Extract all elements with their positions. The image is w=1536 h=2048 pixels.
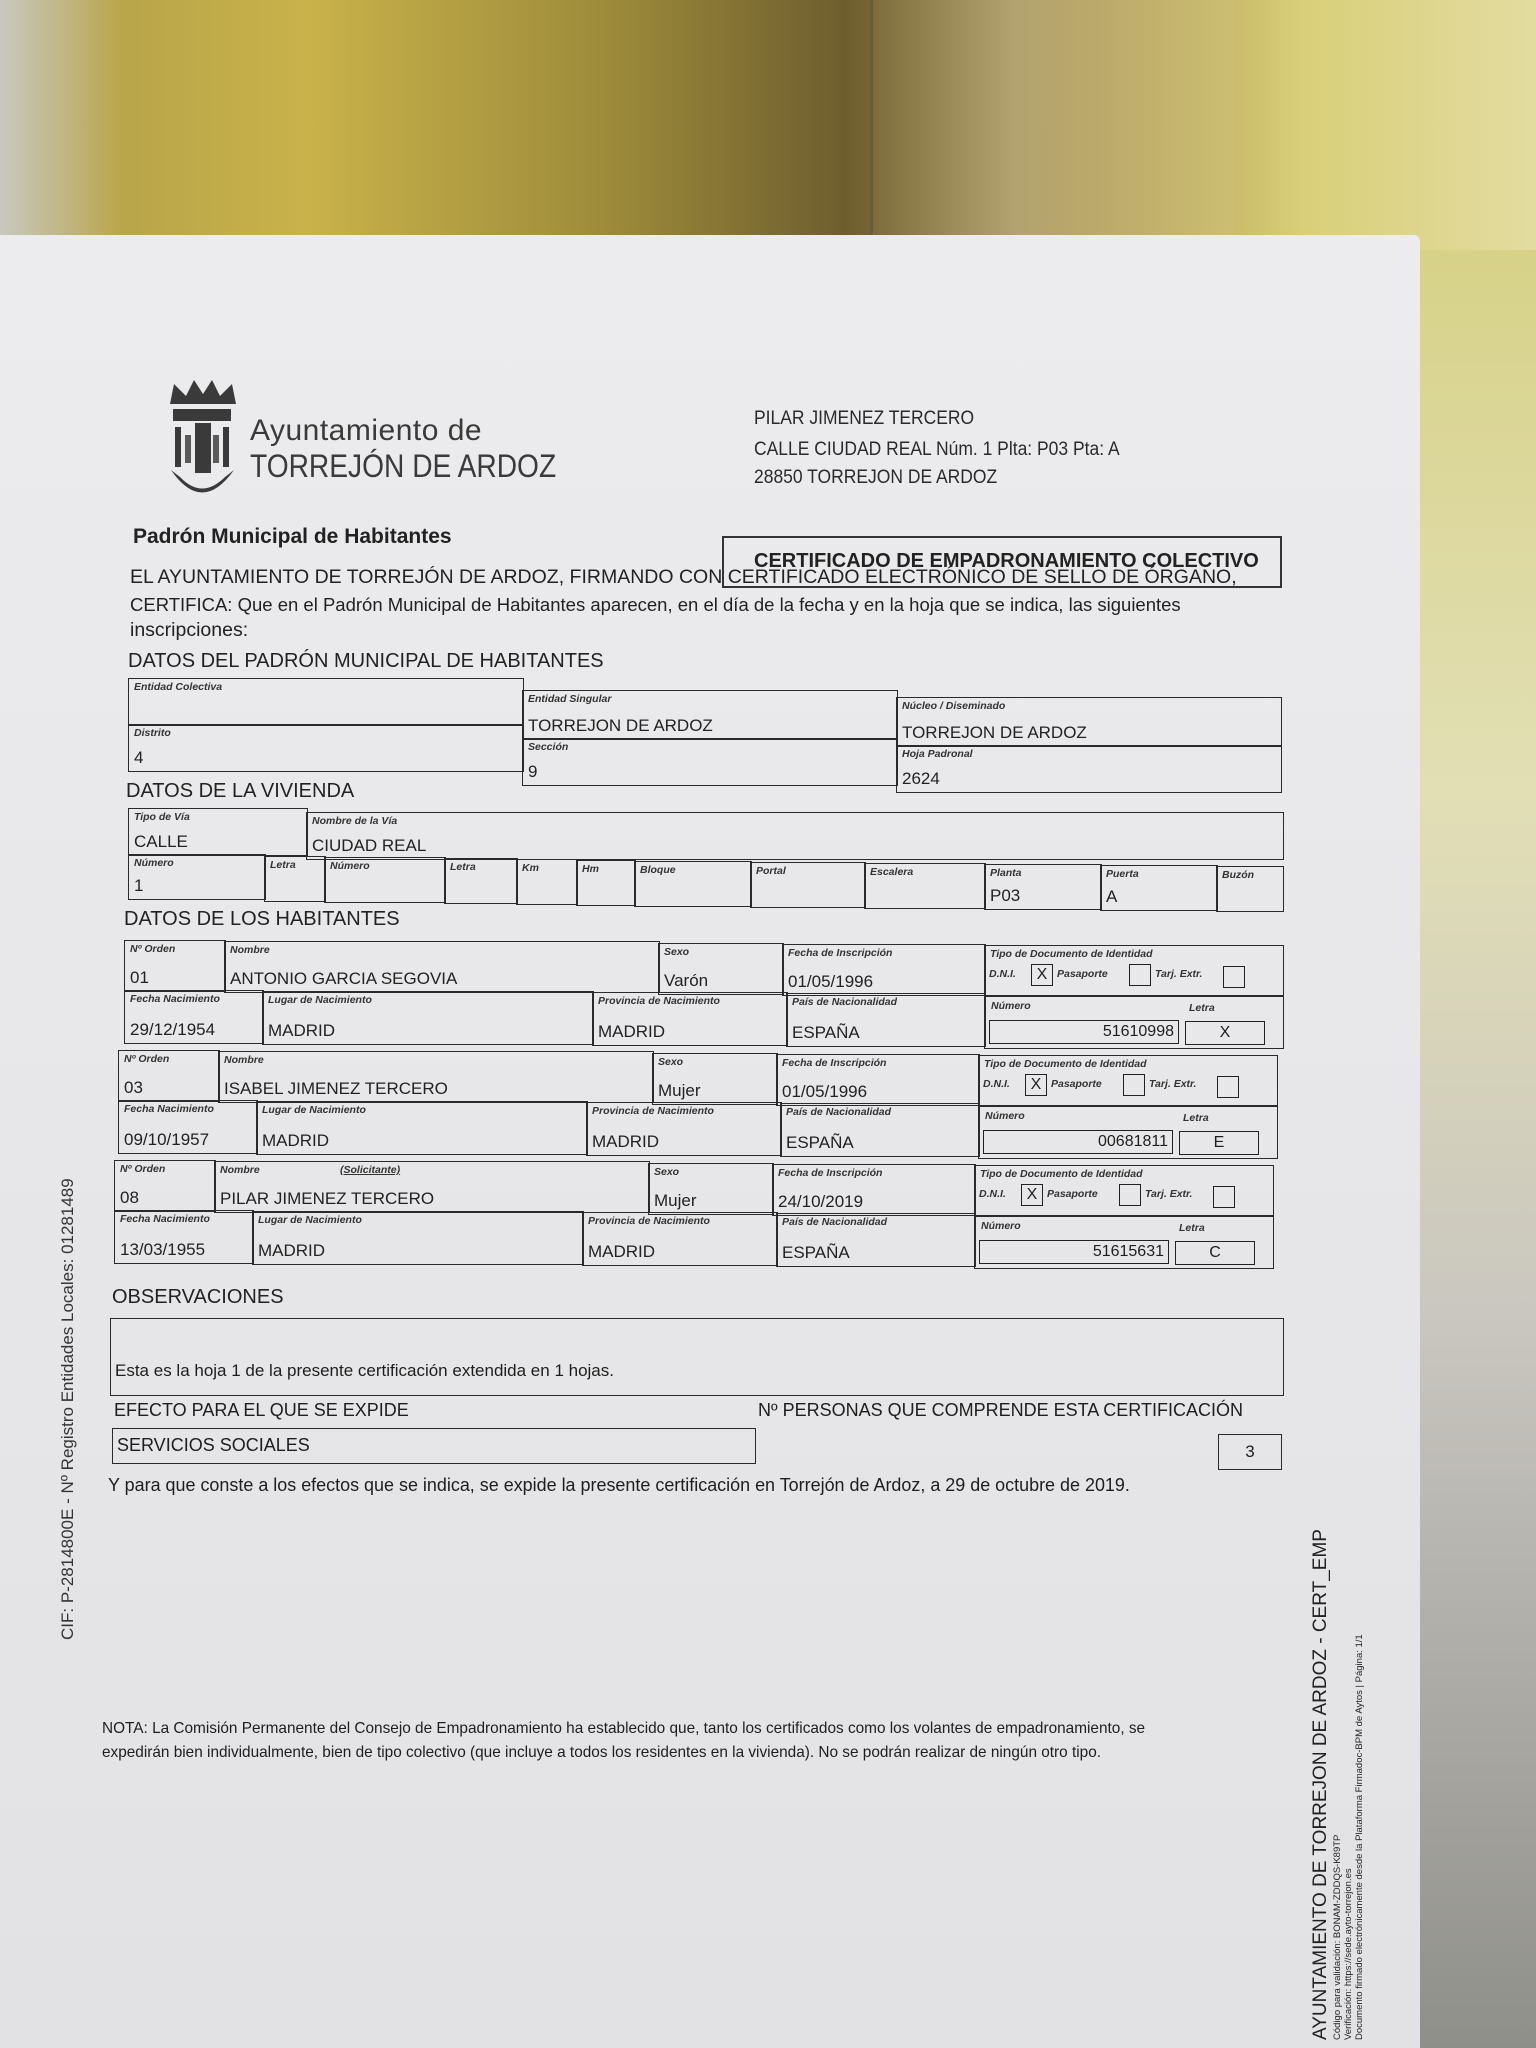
fecha-inscripcion-cell: Fecha de Inscripción 24/10/2019 <box>772 1164 976 1216</box>
pasaporte-label: Pasaporte <box>1051 1078 1102 1090</box>
letra-cell: Letra <box>264 856 326 902</box>
dni-checkbox[interactable]: X <box>1025 1074 1047 1096</box>
numero-label: Número <box>991 1000 1031 1012</box>
hm-cell: Hm <box>576 860 636 906</box>
sexo-cell: Sexo Mujer <box>652 1053 778 1105</box>
lugar-nacimiento-cell: Lugar de Nacimiento MADRID <box>252 1211 584 1265</box>
documento-letra-value: E <box>1179 1131 1259 1155</box>
efecto-label: EFECTO PARA EL QUE SE EXPIDE <box>114 1400 409 1420</box>
sexo-cell: Sexo Mujer <box>648 1163 774 1215</box>
solicitante-label: (Solicitante) <box>340 1164 401 1176</box>
lugar-nacimiento-cell: Lugar de Nacimiento MADRID <box>262 991 594 1045</box>
documento-numero-value: 51610998 <box>989 1020 1179 1044</box>
bloque-cell: Bloque <box>634 861 752 907</box>
habitantes-section-title: DATOS DE LOS HABITANTES <box>124 908 400 930</box>
entidad-colectiva-cell: Entidad Colectiva <box>128 678 524 726</box>
dni-checkbox[interactable]: X <box>1021 1184 1043 1206</box>
documento-numero-value: 00681811 <box>983 1130 1173 1154</box>
letra-label: Letra <box>1189 1002 1215 1014</box>
tipo-documento-cell: Tipo de Documento de Identidad D.N.I. X Pasaporte Tarj. Extr. <box>978 1055 1278 1107</box>
tarjeta-label: Tarj. Extr. <box>1145 1188 1193 1200</box>
letra2-cell: Letra <box>444 858 518 904</box>
nota-line2: expedirán bien individualmente, bien de tipo colectivo (que incluye a todos los residentes en la vivienda). No se podrán realizar de ningún otro tipo. <box>102 1744 1102 1761</box>
pasaporte-checkbox[interactable] <box>1129 964 1151 986</box>
dni-label: D.N.I. <box>989 968 1016 980</box>
closing-statement: Y para que conste a los efectos que se indica, se expide la presente certificación en Torrejón de Ardoz, a 29 de octubre de 2019. <box>108 1474 1130 1495</box>
numero-label: Número <box>985 1110 1025 1122</box>
pasaporte-checkbox[interactable] <box>1119 1184 1141 1206</box>
intro-line1: EL AYUNTAMIENTO DE TORREJÓN DE ARDOZ, FIRMANDO CON CERTIFICADO ELECTRÓNICO DE SELLO DE ÓRGANO, <box>130 566 1237 588</box>
vivienda-section-title: DATOS DE LA VIVIENDA <box>126 780 355 802</box>
logo-text-line2: TORREJÓN DE ARDOZ <box>250 448 557 484</box>
crown-icon <box>168 378 238 406</box>
documento-numero-value: 51615631 <box>979 1240 1169 1264</box>
dni-checkbox[interactable]: X <box>1031 964 1053 986</box>
tarjeta-checkbox[interactable] <box>1213 1186 1235 1208</box>
tipo-via-cell: Tipo de Vía CALLE <box>128 808 308 856</box>
orden-cell: Nº Orden 03 <box>118 1050 220 1102</box>
right-vertical-verification: Verificación: https://sede.ayto-torrejon.es <box>1343 1868 1354 2040</box>
hoja-padronal-cell: Hoja Padronal 2624 <box>896 745 1282 793</box>
numero-label: Número <box>981 1220 1021 1232</box>
observaciones-title: OBSERVACIONES <box>112 1286 284 1308</box>
documento-letra-value: C <box>1175 1241 1255 1265</box>
efecto-value: SERVICIOS SOCIALES <box>117 1435 310 1455</box>
puerta-cell: Puerta A <box>1100 865 1218 911</box>
right-vertical-code: Código para validación: BONAM-ZDDQS-K89TP <box>1332 1834 1343 2040</box>
provincia-nacimiento-cell: Provincia de Nacimiento MADRID <box>582 1212 778 1266</box>
efecto-box <box>112 1428 756 1464</box>
pasaporte-label: Pasaporte <box>1057 968 1108 980</box>
orden-cell: Nº Orden 01 <box>124 940 226 992</box>
intro-line3: inscripciones: <box>130 619 249 641</box>
recipient-street: CALLE CIUDAD REAL Núm. 1 Plta: P03 Pta: A <box>754 439 1120 460</box>
tipo-documento-cell: Tipo de Documento de Identidad D.N.I. X Pasaporte Tarj. Extr. <box>984 945 1284 997</box>
portal-cell: Portal <box>750 862 866 908</box>
fecha-nacimiento-cell: Fecha Nacimiento 29/12/1954 <box>124 990 264 1044</box>
distrito-cell: Distrito 4 <box>128 724 524 772</box>
observaciones-text: Esta es la hoja 1 de la presente certificación extendida en 1 hojas. <box>115 1361 614 1380</box>
recipient-name: PILAR JIMENEZ TERCERO <box>754 408 975 429</box>
right-vertical-block <box>1310 1529 1365 2040</box>
tarjeta-label: Tarj. Extr. <box>1149 1078 1197 1090</box>
pais-nacionalidad-cell: País de Nacionalidad ESPAÑA <box>780 1103 980 1157</box>
dni-label: D.N.I. <box>979 1188 1006 1200</box>
provincia-nacimiento-cell: Provincia de Nacimiento MADRID <box>586 1102 782 1156</box>
nombre-cell: Nombre ISABEL JIMENEZ TERCERO <box>218 1051 654 1103</box>
fecha-inscripcion-cell: Fecha de Inscripción 01/05/1996 <box>782 944 986 996</box>
provincia-nacimiento-cell: Provincia de Nacimiento MADRID <box>592 992 788 1046</box>
fecha-inscripcion-cell: Fecha de Inscripción 01/05/1996 <box>776 1054 980 1106</box>
seccion-cell: Sección 9 <box>522 738 898 786</box>
entidad-singular-cell: Entidad Singular TORREJON DE ARDOZ <box>522 690 898 740</box>
nucleo-cell: Núcleo / Diseminado TORREJON DE ARDOZ <box>896 697 1282 747</box>
planta-cell: Planta P03 <box>984 864 1102 910</box>
tarjeta-label: Tarj. Extr. <box>1155 968 1203 980</box>
certificate-title: CERTIFICADO DE EMPADRONAMIENTO COLECTIVO <box>754 550 1259 572</box>
fecha-nacimiento-cell: Fecha Nacimiento 09/10/1957 <box>118 1100 258 1154</box>
pais-nacionalidad-cell: País de Nacionalidad ESPAÑA <box>776 1213 976 1267</box>
observaciones-box <box>110 1318 1284 1396</box>
pais-nacionalidad-cell: País de Nacionalidad ESPAÑA <box>786 993 986 1047</box>
background-right <box>1406 250 1536 2048</box>
letra-label: Letra <box>1183 1112 1209 1124</box>
documento-numero-cell <box>974 1215 1274 1269</box>
documento-letra-value: X <box>1185 1021 1265 1045</box>
documento-numero-cell <box>984 995 1284 1049</box>
coat-of-arms-icon <box>165 405 240 510</box>
office-name: Padrón Municipal de Habitantes <box>133 525 452 548</box>
tipo-documento-cell: Tipo de Documento de Identidad D.N.I. X Pasaporte Tarj. Extr. <box>974 1165 1274 1217</box>
recipient-city: 28850 TORREJON DE ARDOZ <box>754 467 998 488</box>
padron-section-title: DATOS DEL PADRÓN MUNICIPAL DE HABITANTES <box>128 650 604 672</box>
tarjeta-checkbox[interactable] <box>1223 966 1245 988</box>
cif-vertical-text: CIF: P-2814800E - Nº Registro Entidades Locales: 01281489 <box>58 1178 77 1640</box>
nota-line1: NOTA: La Comisión Permanente del Consejo de Empadronamiento ha establecido que, tanto los certificados como los volantes de empadronamiento, se <box>102 1720 1146 1737</box>
dni-label: D.N.I. <box>983 1078 1010 1090</box>
logo-text-line1: Ayuntamiento de <box>250 414 483 447</box>
orden-cell: Nº Orden 08 <box>114 1160 216 1212</box>
buzon-cell: Buzón <box>1216 866 1284 912</box>
documento-numero-cell <box>978 1105 1278 1159</box>
numero2-cell: Número <box>324 857 446 903</box>
tarjeta-checkbox[interactable] <box>1217 1076 1239 1098</box>
nombre-via-cell: Nombre de la Vía CIUDAD REAL <box>306 812 1284 860</box>
nombre-cell: Nombre ANTONIO GARCIA SEGOVIA <box>224 941 660 993</box>
sexo-cell: Sexo Varón <box>658 943 784 995</box>
personas-label: Nº PERSONAS QUE COMPRENDE ESTA CERTIFICACIÓN <box>758 1400 1243 1420</box>
right-vertical-signature: Documento firmado electrónicamente desde la Plataforma Firmadoc-BPM de Aytos | Página: 1/1 <box>1354 1634 1365 2040</box>
lugar-nacimiento-cell: Lugar de Nacimiento MADRID <box>256 1101 588 1155</box>
right-vertical-main: AYUNTAMIENTO DE TORREJON DE ARDOZ - CERT_EMP <box>1310 1529 1331 2040</box>
escalera-cell: Escalera <box>864 863 986 909</box>
numero-cell: Número 1 <box>128 854 266 900</box>
personas-box <box>1218 1434 1282 1470</box>
fecha-nacimiento-cell: Fecha Nacimiento 13/03/1955 <box>114 1210 254 1264</box>
pasaporte-label: Pasaporte <box>1047 1188 1098 1200</box>
personas-value: 3 <box>1245 1442 1255 1461</box>
intro-line2: CERTIFICA: Que en el Padrón Municipal de Habitantes aparecen, en el día de la fecha y en la hoja que se indica, las siguientes <box>130 594 1181 615</box>
km-cell: Km <box>516 859 578 905</box>
nombre-cell: Nombre PILAR JIMENEZ TERCERO (Solicitante) <box>214 1161 650 1213</box>
letra-label: Letra <box>1179 1222 1205 1234</box>
pasaporte-checkbox[interactable] <box>1123 1074 1145 1096</box>
